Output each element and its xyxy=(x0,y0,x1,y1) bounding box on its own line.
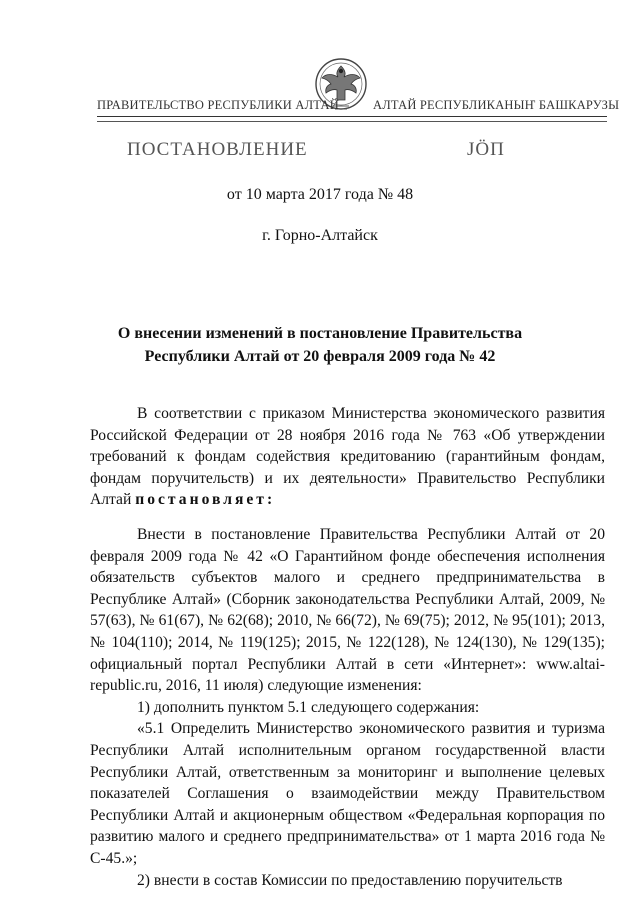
preamble-text: В соответствии с приказом Министерства экономического развития Российской Федерации от 28 ноября 2016 года № 763 «Об утверждении требований к фондам содействия кредитованию (гарантийным фондам, фондам поручительств) и их деятельности» Правительство Республики Алтай xyxy=(90,405,605,509)
body-paragraph-4: 2) внести в состав Комиссии по предоставлению поручительств xyxy=(137,871,563,889)
body-paragraph-2: 1) дополнить пунктом 5.1 следующего содержания: xyxy=(137,698,480,716)
document-title xyxy=(100,322,540,368)
preamble-paragraph xyxy=(90,403,605,511)
org-name-ru: ПРАВИТЕЛЬСТВО РЕСПУБЛИКИ АЛТАЙ xyxy=(97,98,339,112)
doc-type-ru: ПОСТАНОВЛЕНИЕ xyxy=(127,139,308,160)
title-line-1: О внесении изменений в постановление Правительства xyxy=(117,325,523,342)
header-rule xyxy=(97,116,607,117)
title-line-2: Республики Алтай от 20 февраля 2009 года № 42 xyxy=(144,348,496,365)
org-name-alt: АЛТАЙ РЕСПУБЛИКАНЫҤ БАШКАРУЗЫ xyxy=(373,98,620,112)
document-city: г. Горно-Алтайск xyxy=(262,227,378,244)
main-body xyxy=(90,524,605,891)
preamble xyxy=(90,403,605,511)
body-paragraph-3: «5.1 Определить Министерство экономического развития и туризма Республики Алтай исполнительным органом государственной власти Республики Алтай, ответственным за мониторинг и выполнение целевых показателей Соглашения о взаимодействии между Правительством Республики Алтай и акционерным обществом «Федеральная корпорация по развитию малого и среднего предпринимательства» от 1 марта 2016 года № С-45.»; xyxy=(90,720,605,867)
body-paragraph-1: Внести в постановление Правительства Республики Алтай от 20 февраля 2009 года № 42 «О Гарантийном фонде обеспечения исполнения обязательств субъектов малого и среднего предпринимательства в Республике Алтай» (Сборник законодательства Республики Алтай, 2009, № 57(63), № 61(67), № 62(68); 2010, № 66(72), № 69(75); 2012, № 95(101); 2013, № 104(110); 2014, № 119(125); 2015, № 122(128), № 124(130), № 129(135); официальный портал Республики Алтай в сети «Интернет»: www.altai-republic.ru, 2016, 11 июля) следующие изменения: xyxy=(90,526,605,695)
document-date: от 10 марта 2017 года № 48 xyxy=(226,186,414,203)
doc-type-alt: JÖП xyxy=(467,139,505,160)
resolves-keyword: постановляет: xyxy=(135,491,276,509)
header-rule-thin xyxy=(97,121,607,122)
